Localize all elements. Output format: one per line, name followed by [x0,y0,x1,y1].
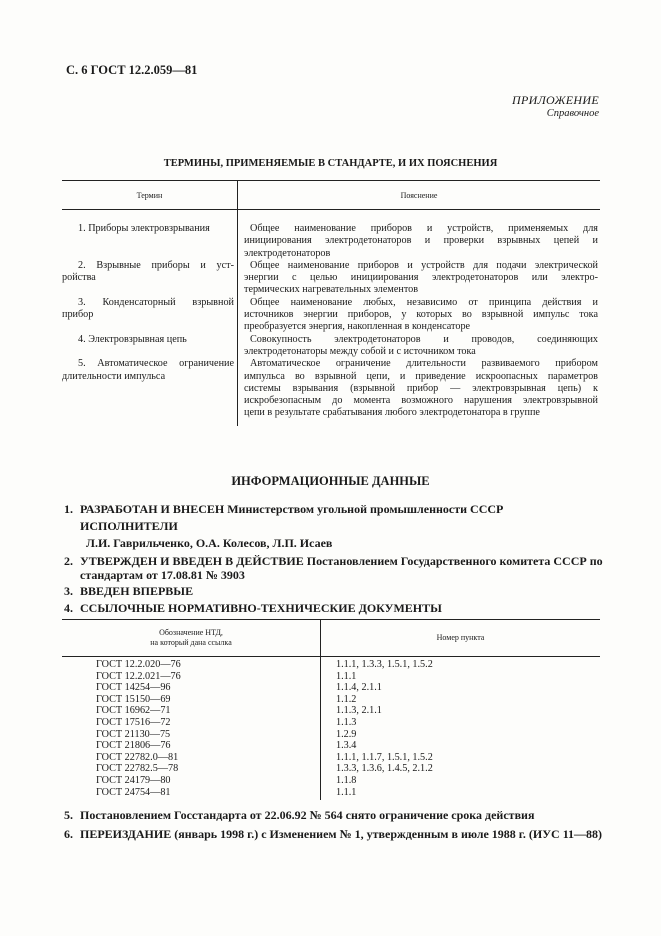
info-item-2 [64,554,603,569]
item-heading: ССЫЛОЧНЫЕ НОРМАТИВНО-ТЕХНИЧЕСКИЕ ДОКУМЕНТЫ [80,601,442,615]
refs-table-body [62,657,600,800]
item-heading: ВВЕДЕН ВПЕРВЫЕ [80,584,194,598]
explanation-line: цепи в результате срабатывания любого электродетонатора в группе [244,407,540,419]
explanation-line: электродетонаторы между собой и с источником тока [244,345,476,357]
explanation-line: Общее наименование приборов и устройств для подачи электрической [250,259,598,271]
explanation-line: Автоматическое ограничение длительности развиваемого прибором [250,358,598,370]
term-line: длительности импульса [62,370,166,382]
info-item-4 [64,601,442,616]
term-line: 4. Электровзрывная цепь [78,333,187,345]
terms-table [62,180,600,426]
item-heading: ПЕРЕИЗДАНИЕ [80,827,172,841]
explanation-line: энергии с целью инициирования электродетонаторов или электро- [244,272,598,284]
ref-doc: ГОСТ 22782.5—78 [96,763,179,775]
explanation-cell [238,358,600,420]
explanation-line: Общее наименование приборов и устройств, применяемых для [250,223,598,234]
info-item-6 [64,827,602,842]
ref-doc: ГОСТ 21130—75 [96,728,171,740]
explanation-line: импульса во взрывной цепи, и приведение искроопасных параметров [244,370,598,382]
ref-item: 1.1.8 [336,774,357,786]
info-title: ИНФОРМАЦИОННЫЕ ДАННЫЕ [231,474,430,488]
ref-item: 1.1.1 [336,786,357,798]
explanation-line: инициирования электродетонаторов и проверки взрывных цепей и [244,235,598,247]
ref-doc: ГОСТ 24754—81 [96,786,171,798]
executors-names: Л.И. Гаврильченко, О.А. Колесов, Л.П. Исаев [86,536,333,550]
explanation-cell [238,260,600,297]
term-line: 2. Взрывные приборы и уст- [78,259,234,271]
col-doc-header-line2: на который дана ссылка [150,638,232,647]
col-explanation-header: Пояснение [400,190,438,200]
ref-item: 1.1.1, 1.1.7, 1.5.1, 1.5.2 [336,751,433,763]
explanation-line: источников энергии приборов, у которых во взрывной импульс тока [244,309,598,321]
terms-table-header [62,181,600,210]
explanation-line: системы взрывания (взрывной прибор — электровзрывная цепь) к [244,382,598,394]
info-item-3 [64,584,193,599]
page-header: С. 6 ГОСТ 12.2.059—81 [66,63,198,77]
item-number: 6. [64,827,73,841]
explanation-line: Совокупность электродетонаторов и проводов, соединяющих [250,333,598,345]
explanation-cell [238,223,600,260]
item-number: 4. [64,601,73,615]
term-line: 5. Автоматическое ограничение [78,358,234,370]
item-heading: РАЗРАБОТАН И ВНЕСЕН [80,502,225,516]
term-cell [62,223,237,260]
appendix-label [512,93,599,119]
appendix-kind: Справочное [546,108,599,119]
term-cell [62,260,237,297]
item-text: (январь 1998 г.) с Изменением № 1, утвержденным в июле 1988 г. (ИУС 11—88) [174,827,603,841]
ref-item: 1.3.4 [336,740,357,752]
refs-table-header [62,620,600,657]
ref-doc: ГОСТ 12.2.020—76 [96,659,181,670]
item-text: Постановлением Госстандарта от 22.06.92 № 564 снято ограничение срока действия [80,808,535,822]
explanation-line: Общее наименование любых, независимо от принципа действия и [250,296,598,308]
appendix-title: ПРИЛОЖЕНИЕ [512,93,599,107]
executors-label: ИСПОЛНИТЕЛИ [80,519,178,533]
item-column [321,657,600,800]
explanations-column [238,210,600,426]
ref-doc: ГОСТ 22782.0—81 [96,751,179,763]
ref-item: 1.1.2 [336,693,357,705]
ref-doc: ГОСТ 16962—71 [96,705,171,717]
info-item-5 [64,808,534,823]
item-text: Министерством угольной промышленности СССР [227,502,504,516]
item-text: Постановлением Государственного комитета СССР по [306,554,603,568]
refs-table [62,619,600,800]
explanation-line: преобразуется энергия, накопленная в конденсаторе [244,321,471,333]
ref-doc: ГОСТ 24179—80 [96,774,171,786]
col-doc-header-line1: Обозначение НТД, [159,628,223,637]
ref-item: 1.1.3 [336,716,357,728]
ref-item: 1.1.3, 2.1.1 [336,705,382,717]
item-number: 5. [64,808,73,822]
col-term-header: Термин [62,181,238,209]
info-item-1 [64,502,503,517]
term-cell [62,297,237,334]
ref-item: 1.1.1 [336,670,357,682]
item-number: 3. [64,584,73,598]
explanation-line: искробезопасным до момента возможного нарушения электровзрывной [244,395,598,407]
explanation-line: термических нагревательных элементов [244,284,419,296]
item-number: 2. [64,554,73,568]
doc-column [62,657,321,800]
ref-doc: ГОСТ 21806—76 [96,740,171,752]
ref-item: 1.3.3, 1.3.6, 1.4.5, 2.1.2 [336,763,433,775]
term-cell [62,334,237,359]
term-line: 3. Конденсаторный взрывной [78,296,234,308]
ref-doc: ГОСТ 12.2.021—76 [96,670,181,682]
terms-title: ТЕРМИНЫ, ПРИМЕНЯЕМЫЕ В СТАНДАРТЕ, И ИХ ПОЯСНЕНИЯ [163,158,498,169]
term-line: ройства [62,272,96,284]
ref-doc: ГОСТ 14254—96 [96,682,171,694]
terms-table-body [62,210,600,426]
col-doc-header [62,620,321,656]
ref-item: 1.1.1, 1.3.3, 1.5.1, 1.5.2 [336,659,433,670]
ref-item: 1.2.9 [336,728,357,740]
explanation-cell [238,297,600,334]
explanation-cell [238,334,600,359]
ref-doc: ГОСТ 17516—72 [96,716,171,728]
term-line: прибор [62,309,94,321]
ref-item: 1.1.4, 2.1.1 [336,682,382,694]
terms-column [62,210,238,426]
info-item-2-cont: стандартам от 17.08.81 № 3903 [80,568,245,582]
item-heading: УТВЕРЖДЕН И ВВЕДЕН В ДЕЙСТВИЕ [80,554,304,568]
term-cell [62,358,237,420]
col-item-header: Номер пункта [436,633,485,642]
item-number: 1. [64,502,73,516]
ref-doc: ГОСТ 15150—69 [96,693,171,705]
term-line: 1. Приборы электровзрывания [78,223,210,234]
explanation-line: электродетонаторов [244,247,331,259]
